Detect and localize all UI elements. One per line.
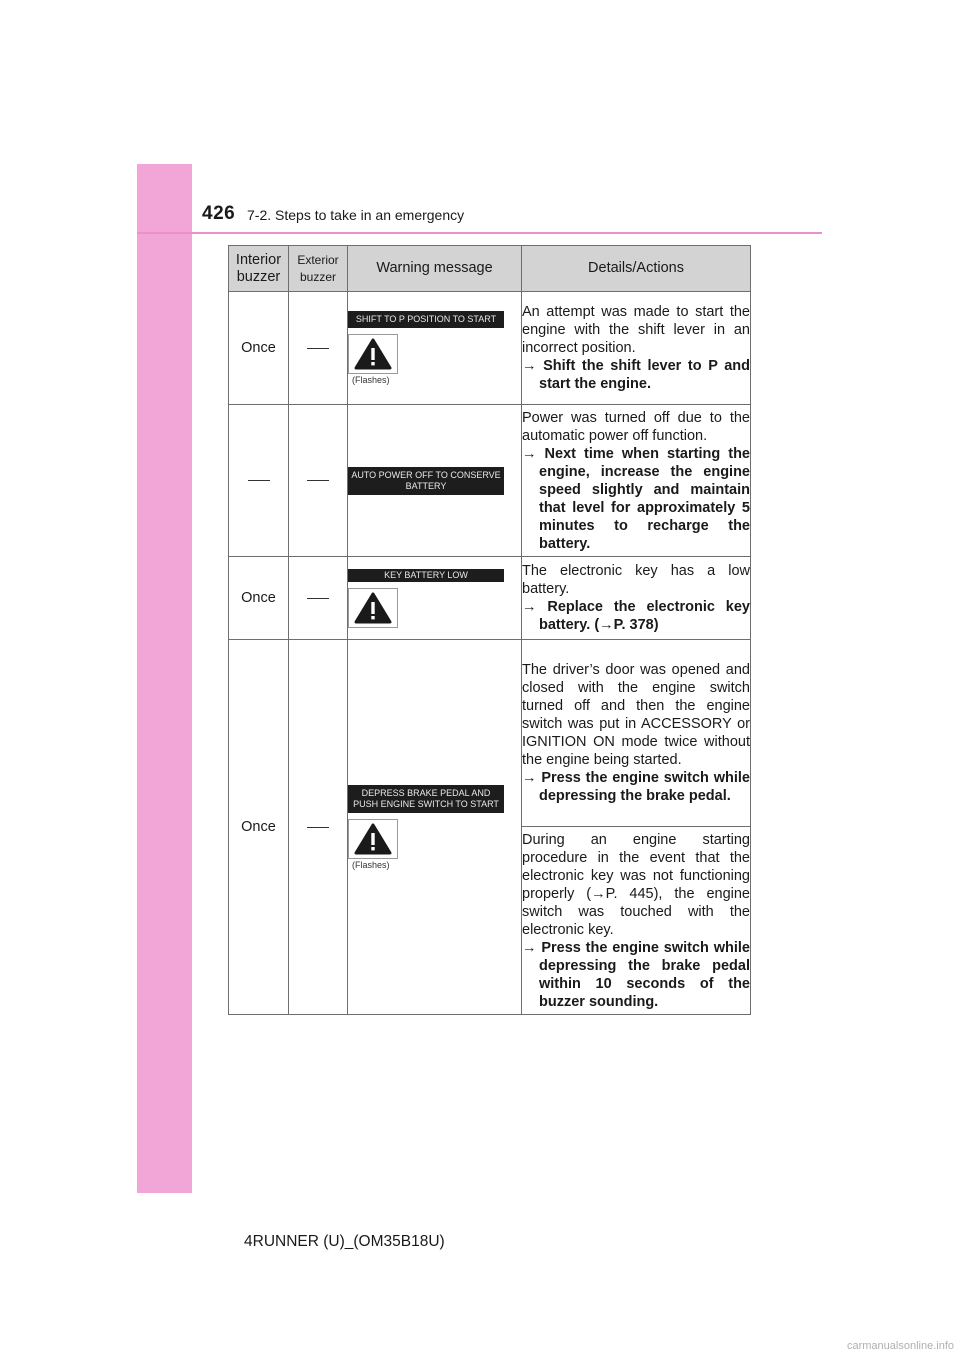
table-header-row (229, 246, 751, 292)
details-text: An attempt was made to start the engine with the shift lever in an incorrect position. (522, 304, 750, 356)
dash-mark (307, 827, 329, 828)
action-text: → Next time when starting the engine, increase the engine speed slightly and maintain that level for approximately 5 minutes to recharge the battery. (522, 445, 750, 552)
message-banner: AUTO POWER OFF TO CONSERVE BATTERY (348, 467, 504, 495)
flashes-note: (Flashes) (352, 859, 390, 870)
dash-mark (307, 348, 329, 349)
details-text: The electronic key has a low battery. (522, 563, 750, 597)
dash-mark (307, 480, 329, 481)
details-cell (522, 640, 751, 827)
warning-message-table (228, 245, 751, 1015)
header-details-actions: Details/Actions (522, 246, 751, 292)
exterior-buzzer-cell (289, 405, 348, 557)
header-warning-message: Warning message (348, 246, 522, 292)
action-text: → Shift the shift lever to P and start the engine. (522, 358, 750, 392)
message-banner: KEY BATTERY LOW (348, 569, 504, 582)
interior-buzzer-cell: Once (229, 557, 289, 640)
details-cell (522, 557, 751, 640)
table-row (229, 405, 751, 557)
message-banner: DEPRESS BRAKE PEDAL AND PUSH ENGINE SWITCH TO START (348, 785, 504, 813)
header-exterior-buzzer: Exterior buzzer (289, 246, 348, 292)
warning-triangle-icon (348, 334, 398, 374)
action-text: → Press the engine switch while depressing the brake pedal. (522, 770, 750, 804)
side-tab-bar (137, 164, 192, 1193)
dash-mark (307, 598, 329, 599)
dash-mark (248, 480, 270, 481)
footer-model-code: 4RUNNER (U)_(OM35B18U) (244, 1233, 445, 1250)
details-text: The driver’s door was opened and closed with the engine switch turned off and then the engine switch was put in ACCESSORY or IGNITION ON mode twice without the engine being started. (522, 662, 750, 768)
details-text: During an engine starting procedure in the event that the electronic key was not functioning properly (→P. 445), the engine switch was touched with the electronic key. (522, 831, 750, 938)
details-text: Power was turned off due to the automatic power off function. (522, 409, 750, 444)
action-text: → Press the engine switch while depressing the brake pedal within 10 seconds of the buzzer sounding. (522, 939, 750, 1010)
table-row (229, 640, 751, 827)
warning-message-cell (348, 557, 522, 640)
table-row (229, 557, 751, 640)
action-text: → Replace the electronic key battery. (→P. 378) (522, 599, 750, 633)
warning-message-cell (348, 640, 522, 1015)
header-interior-buzzer: Interior buzzer (229, 246, 289, 292)
details-cell (522, 405, 751, 557)
interior-buzzer-cell (229, 405, 289, 557)
header-rule (137, 232, 822, 234)
warning-triangle-icon (348, 588, 398, 628)
exterior-buzzer-cell (289, 557, 348, 640)
interior-buzzer-cell: Once (229, 292, 289, 405)
details-cell (522, 827, 751, 1015)
interior-buzzer-cell: Once (229, 640, 289, 1015)
warning-triangle-icon (348, 819, 398, 859)
flashes-note: (Flashes) (352, 375, 390, 385)
watermark: carmanualsonline.info (846, 1340, 954, 1352)
exterior-buzzer-cell (289, 292, 348, 405)
table-row (229, 292, 751, 405)
details-cell (522, 292, 751, 405)
warning-message-cell (348, 405, 522, 557)
warning-message-cell (348, 292, 522, 405)
page-number: 426 (202, 203, 236, 224)
section-title: 7-2. Steps to take in an emergency (247, 207, 465, 223)
exterior-buzzer-cell (289, 640, 348, 1015)
message-banner: SHIFT TO P POSITION TO START (348, 311, 504, 328)
